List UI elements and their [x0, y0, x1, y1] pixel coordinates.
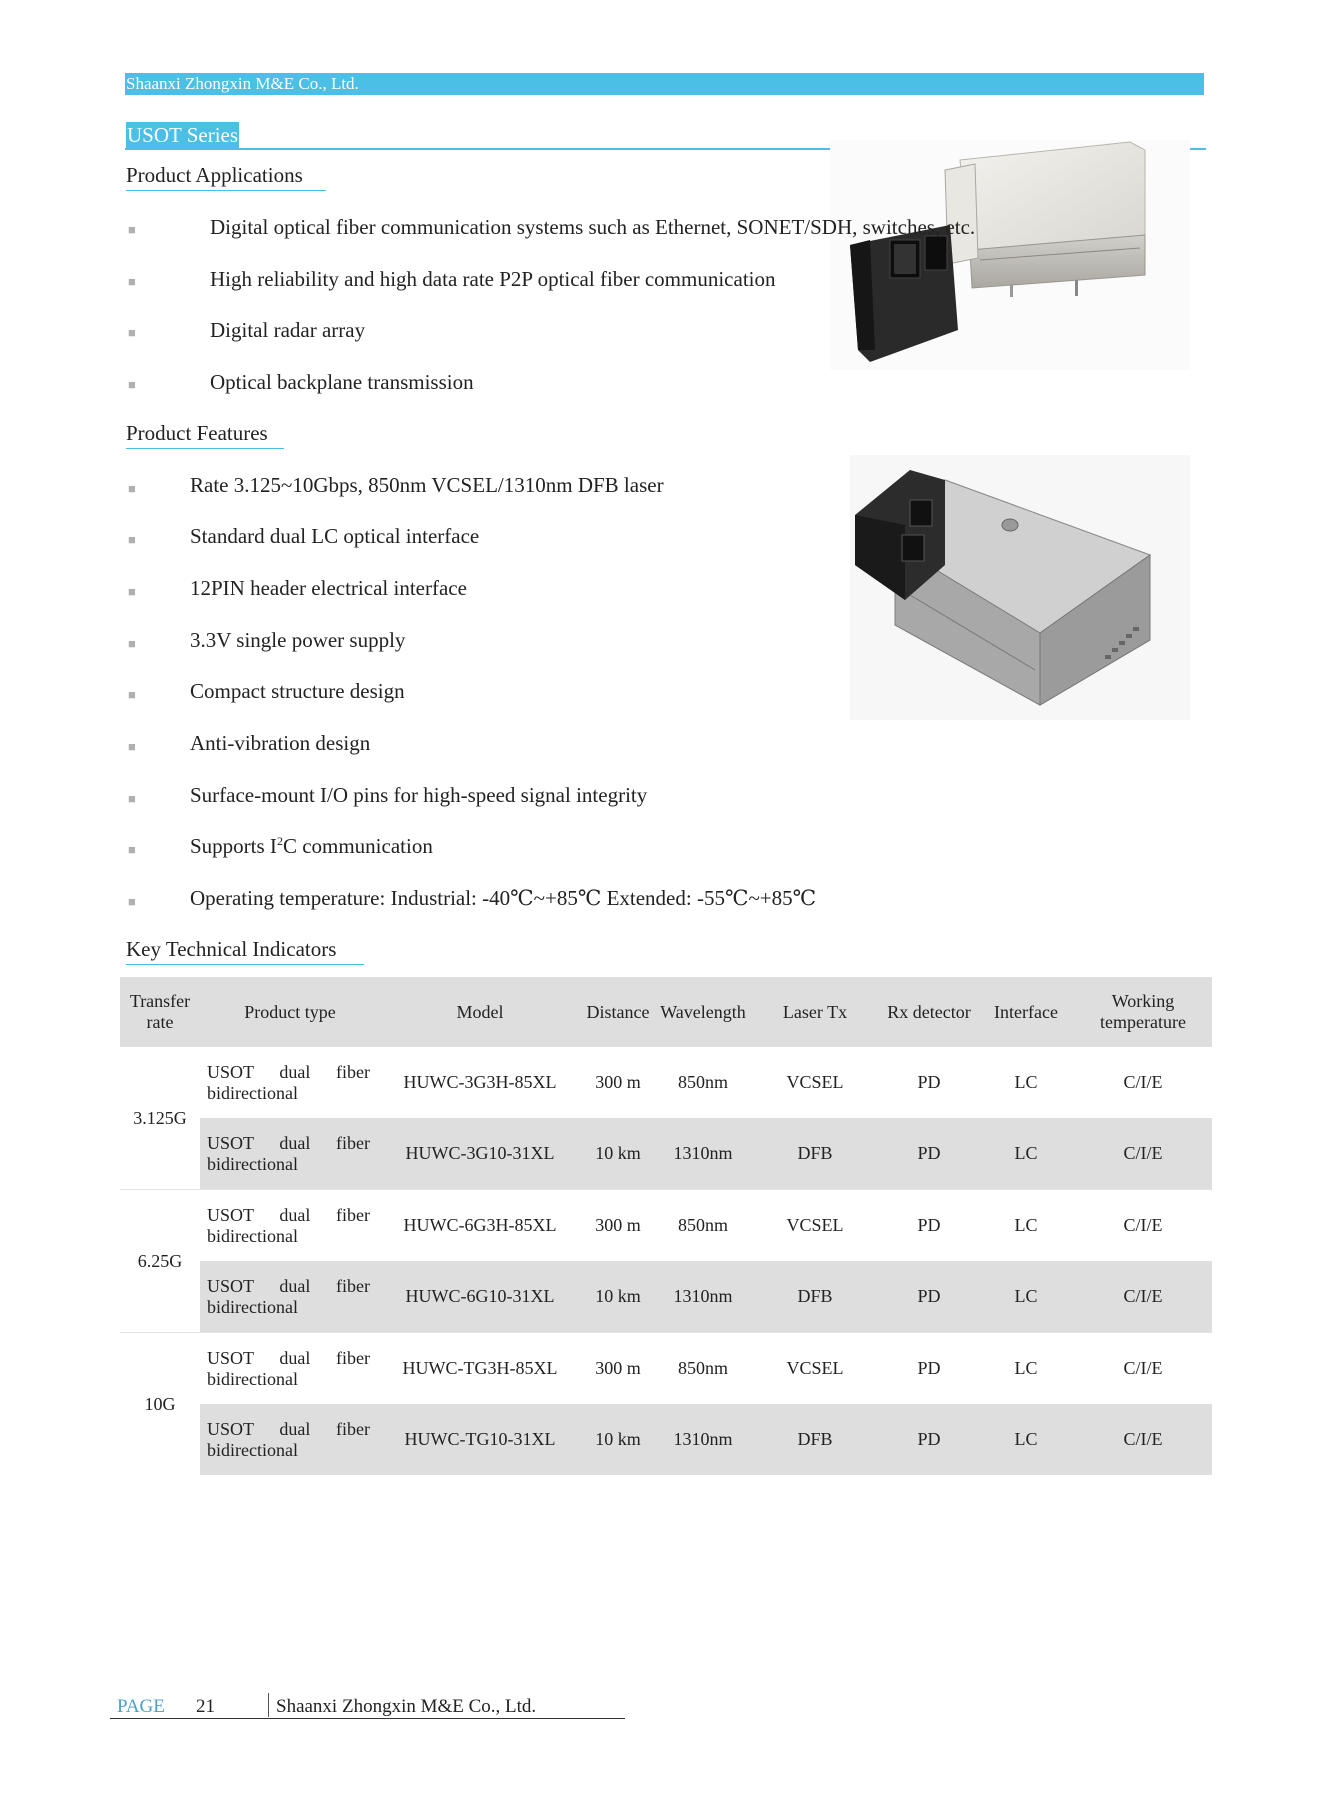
product-image-side	[830, 140, 1190, 370]
col-header-temp: Working temperature	[1074, 977, 1212, 1047]
laser-cell: VCSEL	[750, 1333, 880, 1405]
laser-cell: DFB	[750, 1404, 880, 1475]
square-bullet-icon: ■	[128, 791, 136, 806]
square-bullet-icon: ■	[128, 894, 136, 909]
distance-cell: 300 m	[580, 1190, 656, 1262]
square-bullet-icon: ■	[128, 325, 136, 340]
wavelength-cell: 1310nm	[656, 1404, 750, 1475]
application-item: High reliability and high data rate P2P optical fiber communication	[210, 267, 776, 291]
iface-cell: LC	[978, 1261, 1074, 1333]
features-heading: Product Features	[126, 421, 268, 445]
feature-item: Compact structure design	[190, 679, 405, 703]
header-bar	[125, 73, 1204, 95]
rx-cell: PD	[880, 1261, 978, 1333]
indicators-heading: Key Technical Indicators	[126, 937, 337, 961]
square-bullet-icon: ■	[128, 687, 136, 702]
table-row	[120, 1261, 1212, 1333]
footer-page-label: PAGE	[117, 1696, 165, 1717]
distance-cell: 10 km	[580, 1261, 656, 1333]
ptype-cell: USOT dual fiber bidirectional	[200, 1190, 380, 1262]
temp-cell: C/I/E	[1074, 1261, 1212, 1333]
model-cell: HUWC-3G3H-85XL	[403, 1072, 557, 1092]
wavelength-cell: 850nm	[656, 1333, 750, 1405]
rate-cell: 6.25G	[120, 1190, 200, 1333]
wavelength-cell: 1310nm	[656, 1261, 750, 1333]
series-title: USOT Series	[127, 123, 239, 147]
i2c-post: C communication	[282, 834, 433, 858]
table-row	[120, 1190, 1212, 1262]
iface-cell: LC	[978, 1404, 1074, 1475]
laser-cell: DFB	[750, 1261, 880, 1333]
laser-cell: DFB	[750, 1118, 880, 1190]
model-cell: HUWC-TG10-31XL	[380, 1404, 580, 1475]
col-header-distance: Distance	[580, 977, 656, 1047]
ptype-cell: USOT dual fiber bidirectional	[200, 1261, 380, 1333]
iface-cell: LC	[1014, 1072, 1038, 1092]
temp-cell: C/I/E	[1074, 1118, 1212, 1190]
application-item: Optical backplane transmission	[210, 370, 474, 394]
applications-heading: Product Applications	[126, 163, 303, 187]
square-bullet-icon: ■	[128, 842, 136, 857]
square-bullet-icon: ■	[128, 274, 136, 289]
ptype-cell: USOT dual fiber bidirectional	[200, 1404, 380, 1475]
distance-cell: 10 km	[580, 1118, 656, 1190]
col-header-rx: Rx detector	[880, 977, 978, 1047]
feature-item: 12PIN header electrical interface	[190, 576, 467, 600]
feature-item: Surface-mount I/O pins for high-speed signal integrity	[190, 783, 648, 807]
iface-cell: LC	[978, 1190, 1074, 1262]
square-bullet-icon: ■	[128, 481, 136, 496]
square-bullet-icon: ■	[128, 377, 136, 392]
rx-cell: PD	[880, 1190, 978, 1262]
rate-cell: 10G	[120, 1333, 200, 1476]
col-header-laser: Laser Tx	[750, 977, 880, 1047]
temp-cell: C/I/E	[1074, 1190, 1212, 1262]
rx-cell: PD	[917, 1072, 941, 1092]
temp-cell: C/I/E	[1123, 1072, 1163, 1092]
col-header-rate: Transfer rate	[120, 977, 200, 1047]
col-header-ptype: Product type	[200, 977, 380, 1047]
ptype-cell: USOT dual fiber bidirectional	[200, 1333, 380, 1405]
features-heading-rule	[126, 448, 284, 449]
square-bullet-icon: ■	[128, 532, 136, 547]
table-header-row	[120, 977, 1212, 1047]
wavelength-cell: 850nm	[656, 1190, 750, 1262]
iface-cell: LC	[978, 1118, 1074, 1190]
iface-cell: LC	[978, 1333, 1074, 1405]
ptype-cell: USOT dual fiber bidirectional	[200, 1118, 380, 1190]
distance-cell: 10 km	[580, 1404, 656, 1475]
distance-cell: 300 m	[580, 1333, 656, 1405]
laser-cell: VCSEL	[750, 1190, 880, 1262]
footer-rule	[110, 1718, 625, 1719]
rate-cell: 3.125G	[120, 1047, 200, 1190]
col-header-iface: Interface	[978, 977, 1074, 1047]
rx-cell: PD	[880, 1333, 978, 1405]
rx-cell: PD	[880, 1118, 978, 1190]
model-cell: HUWC-TG3H-85XL	[380, 1333, 580, 1405]
feature-item: Rate 3.125~10Gbps, 850nm VCSEL/1310nm DFB laser	[190, 473, 664, 497]
laser-cell: VCSEL	[786, 1072, 844, 1092]
footer-company: Shaanxi Zhongxin M&E Co., Ltd.	[276, 1696, 537, 1717]
square-bullet-icon: ■	[128, 222, 136, 237]
square-bullet-icon: ■	[128, 739, 136, 754]
model-cell: HUWC-6G10-31XL	[380, 1261, 580, 1333]
square-bullet-icon: ■	[128, 636, 136, 651]
table-row	[120, 1404, 1212, 1475]
feature-item-i2c	[190, 834, 433, 859]
col-header-wavelength: Wavelength	[656, 977, 750, 1047]
model-cell: HUWC-6G3H-85XL	[380, 1190, 580, 1262]
distance-cell: 300 m	[595, 1072, 641, 1092]
feature-item: 3.3V single power supply	[190, 628, 406, 652]
feature-item: Standard dual LC optical interface	[190, 524, 480, 548]
model-cell: HUWC-3G10-31XL	[380, 1118, 580, 1190]
i2c-sup: 2	[276, 834, 283, 848]
application-item: Digital radar array	[210, 318, 366, 342]
spec-table	[120, 977, 1212, 1475]
product-image-top	[850, 455, 1190, 720]
square-bullet-icon: ■	[128, 584, 136, 599]
application-item: Digital optical fiber communication systems such as Ethernet, SONET/SDH, switches, etc.	[210, 215, 976, 239]
feature-item: Operating temperature: Industrial: -40℃~+85℃ Extended: -55℃~+85℃	[190, 886, 817, 910]
indicators-heading-rule	[126, 964, 364, 965]
footer-separator	[268, 1693, 269, 1717]
temp-cell: C/I/E	[1074, 1333, 1212, 1405]
col-header-model: Model	[380, 977, 580, 1047]
footer-page-number: 21	[196, 1696, 215, 1717]
temp-cell: C/I/E	[1074, 1404, 1212, 1475]
rx-cell: PD	[880, 1404, 978, 1475]
applications-heading-rule	[126, 190, 326, 191]
wavelength-cell: 1310nm	[656, 1118, 750, 1190]
i2c-pre: Supports I	[190, 834, 277, 858]
table-row	[120, 1047, 1212, 1118]
ptype-cell: USOT dual fiber bidirectional	[207, 1061, 370, 1103]
feature-item: Anti-vibration design	[190, 731, 371, 755]
wavelength-cell: 850nm	[677, 1072, 728, 1092]
header-company: Shaanxi Zhongxin M&E Co., Ltd.	[126, 74, 359, 93]
table-row	[120, 1118, 1212, 1190]
table-row	[120, 1333, 1212, 1405]
